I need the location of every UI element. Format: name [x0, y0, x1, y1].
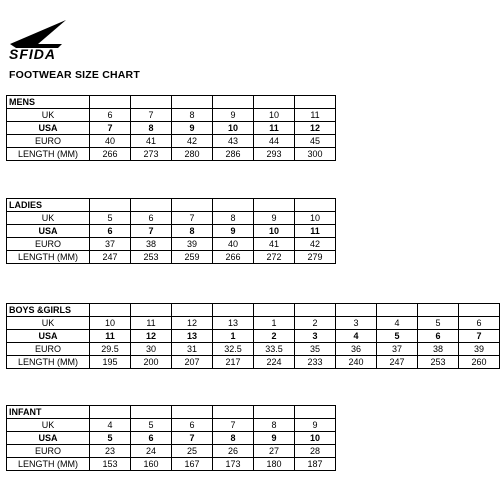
- size-cell: 30: [131, 343, 172, 356]
- header-blank-cell: [172, 304, 213, 317]
- size-cell: 41: [254, 238, 295, 251]
- size-cell: 24: [131, 445, 172, 458]
- size-cell: 217: [213, 356, 254, 369]
- ladies-size-table: [6, 198, 336, 264]
- size-cell: 5: [90, 432, 131, 445]
- size-cell: 45: [295, 135, 336, 148]
- size-cell: 27: [254, 445, 295, 458]
- size-cell: 280: [172, 148, 213, 161]
- header-blank-cell: [336, 304, 377, 317]
- size-cell: 1: [254, 317, 295, 330]
- header-blank-cell: [131, 304, 172, 317]
- size-cell: 8: [213, 432, 254, 445]
- table-row: [7, 122, 336, 135]
- size-cell: 3: [295, 330, 336, 343]
- size-cell: 29.5: [90, 343, 131, 356]
- brand-name: SFIDA: [9, 46, 56, 62]
- size-cell: 2: [254, 330, 295, 343]
- size-cell: 13: [172, 330, 213, 343]
- header-blank-cell: [131, 406, 172, 419]
- table-row: [7, 238, 336, 251]
- size-cell: 187: [295, 458, 336, 471]
- row-label: UK: [7, 419, 90, 432]
- row-label: LENGTH (MM): [7, 148, 90, 161]
- size-cell: 38: [131, 238, 172, 251]
- size-cell: 11: [254, 122, 295, 135]
- table-row: [7, 458, 336, 471]
- header-blank-cell: [172, 199, 213, 212]
- header-blank-cell: [213, 304, 254, 317]
- table-header-row: [7, 304, 500, 317]
- size-cell: 3: [336, 317, 377, 330]
- size-cell: 37: [90, 238, 131, 251]
- row-label: USA: [7, 225, 90, 238]
- row-label: EURO: [7, 238, 90, 251]
- size-cell: 42: [172, 135, 213, 148]
- size-cell: 40: [90, 135, 131, 148]
- table-row: [7, 445, 336, 458]
- size-cell: 240: [336, 356, 377, 369]
- row-label: UK: [7, 317, 90, 330]
- size-cell: 5: [90, 212, 131, 225]
- table-row: [7, 330, 500, 343]
- size-cell: 266: [90, 148, 131, 161]
- size-cell: 28: [295, 445, 336, 458]
- size-cell: 41: [131, 135, 172, 148]
- size-cell: 266: [213, 251, 254, 264]
- size-cell: 167: [172, 458, 213, 471]
- table-row: [7, 432, 336, 445]
- mens-size-table: [6, 95, 336, 161]
- size-cell: 286: [213, 148, 254, 161]
- size-cell: 9: [172, 122, 213, 135]
- header-blank-cell: [172, 406, 213, 419]
- size-cell: 9: [254, 432, 295, 445]
- size-cell: 33.5: [254, 343, 295, 356]
- table-row: [7, 109, 336, 122]
- row-label: UK: [7, 212, 90, 225]
- header-blank-cell: [254, 304, 295, 317]
- table-section-title: LADIES: [7, 199, 90, 212]
- size-cell: 2: [295, 317, 336, 330]
- size-cell: 11: [295, 109, 336, 122]
- header-blank-cell: [213, 96, 254, 109]
- size-cell: 300: [295, 148, 336, 161]
- header-blank-cell: [295, 199, 336, 212]
- size-cell: 7: [213, 419, 254, 432]
- header-blank-cell: [172, 96, 213, 109]
- size-cell: 10: [254, 225, 295, 238]
- size-cell: 9: [254, 212, 295, 225]
- page-title: FOOTWEAR SIZE CHART: [9, 69, 140, 81]
- size-cell: 12: [172, 317, 213, 330]
- table-section-title: INFANT: [7, 406, 90, 419]
- size-cell: 39: [172, 238, 213, 251]
- size-cell: 10: [295, 212, 336, 225]
- row-label: UK: [7, 109, 90, 122]
- size-cell: 247: [377, 356, 418, 369]
- size-cell: 12: [295, 122, 336, 135]
- header-blank-cell: [295, 96, 336, 109]
- size-cell: 9: [213, 225, 254, 238]
- header-blank-cell: [418, 304, 459, 317]
- size-cell: 8: [131, 122, 172, 135]
- size-cell: 10: [254, 109, 295, 122]
- size-cell: 6: [172, 419, 213, 432]
- size-cell: 13: [213, 317, 254, 330]
- size-cell: 37: [377, 343, 418, 356]
- size-cell: 153: [90, 458, 131, 471]
- header-blank-cell: [90, 304, 131, 317]
- table-header-row: [7, 199, 336, 212]
- size-cell: 8: [172, 109, 213, 122]
- table-header-row: [7, 96, 336, 109]
- header-blank-cell: [459, 304, 500, 317]
- size-cell: 10: [213, 122, 254, 135]
- size-cell: 32.5: [213, 343, 254, 356]
- size-cell: 9: [213, 109, 254, 122]
- size-cell: 7: [172, 432, 213, 445]
- header-blank-cell: [254, 96, 295, 109]
- row-label: EURO: [7, 343, 90, 356]
- header-blank-cell: [90, 96, 131, 109]
- header-blank-cell: [295, 304, 336, 317]
- header-blank-cell: [213, 406, 254, 419]
- size-cell: 253: [418, 356, 459, 369]
- size-cell: 10: [90, 317, 131, 330]
- size-cell: 4: [90, 419, 131, 432]
- size-cell: 6: [418, 330, 459, 343]
- size-cell: 6: [131, 432, 172, 445]
- header-blank-cell: [213, 199, 254, 212]
- size-cell: 38: [418, 343, 459, 356]
- size-cell: 260: [459, 356, 500, 369]
- size-cell: 195: [90, 356, 131, 369]
- size-cell: 7: [131, 109, 172, 122]
- size-cell: 44: [254, 135, 295, 148]
- table-row: [7, 251, 336, 264]
- size-cell: 43: [213, 135, 254, 148]
- row-label: LENGTH (MM): [7, 458, 90, 471]
- size-cell: 11: [295, 225, 336, 238]
- size-cell: 8: [213, 212, 254, 225]
- size-cell: 42: [295, 238, 336, 251]
- size-cell: 7: [459, 330, 500, 343]
- table-row: [7, 419, 336, 432]
- header-blank-cell: [295, 406, 336, 419]
- size-cell: 180: [254, 458, 295, 471]
- size-cell: 8: [172, 225, 213, 238]
- size-cell: 6: [459, 317, 500, 330]
- size-cell: 279: [295, 251, 336, 264]
- size-cell: 11: [90, 330, 131, 343]
- size-cell: 7: [172, 212, 213, 225]
- table-row: [7, 356, 500, 369]
- size-cell: 5: [418, 317, 459, 330]
- size-cell: 35: [295, 343, 336, 356]
- header-blank-cell: [131, 96, 172, 109]
- size-cell: 200: [131, 356, 172, 369]
- size-cell: 4: [336, 330, 377, 343]
- size-cell: 233: [295, 356, 336, 369]
- table-section-title: MENS: [7, 96, 90, 109]
- infant-size-table: [6, 405, 336, 471]
- header-blank-cell: [90, 199, 131, 212]
- table-row: [7, 343, 500, 356]
- header-blank-cell: [90, 406, 131, 419]
- size-cell: 31: [172, 343, 213, 356]
- size-cell: 4: [377, 317, 418, 330]
- table-row: [7, 317, 500, 330]
- size-cell: 12: [131, 330, 172, 343]
- size-cell: 272: [254, 251, 295, 264]
- row-label: USA: [7, 330, 90, 343]
- row-label: USA: [7, 432, 90, 445]
- table-section-title: BOYS &GIRLS: [7, 304, 90, 317]
- header-blank-cell: [377, 304, 418, 317]
- row-label: LENGTH (MM): [7, 356, 90, 369]
- table-row: [7, 135, 336, 148]
- header-blank-cell: [254, 199, 295, 212]
- size-cell: 6: [131, 212, 172, 225]
- size-cell: 1: [213, 330, 254, 343]
- size-cell: 7: [131, 225, 172, 238]
- size-cell: 39: [459, 343, 500, 356]
- size-cell: 8: [254, 419, 295, 432]
- size-cell: 160: [131, 458, 172, 471]
- size-cell: 6: [90, 109, 131, 122]
- size-cell: 5: [131, 419, 172, 432]
- size-cell: 293: [254, 148, 295, 161]
- row-label: EURO: [7, 135, 90, 148]
- row-label: LENGTH (MM): [7, 251, 90, 264]
- row-label: EURO: [7, 445, 90, 458]
- size-cell: 26: [213, 445, 254, 458]
- size-cell: 6: [90, 225, 131, 238]
- size-cell: 207: [172, 356, 213, 369]
- row-label: USA: [7, 122, 90, 135]
- size-cell: 25: [172, 445, 213, 458]
- size-cell: 247: [90, 251, 131, 264]
- size-cell: 224: [254, 356, 295, 369]
- size-cell: 40: [213, 238, 254, 251]
- size-cell: 10: [295, 432, 336, 445]
- size-cell: 253: [131, 251, 172, 264]
- size-cell: 259: [172, 251, 213, 264]
- size-cell: 173: [213, 458, 254, 471]
- table-header-row: [7, 406, 336, 419]
- header-blank-cell: [131, 199, 172, 212]
- table-row: [7, 225, 336, 238]
- size-cell: 5: [377, 330, 418, 343]
- size-cell: 11: [131, 317, 172, 330]
- table-row: [7, 212, 336, 225]
- header-blank-cell: [254, 406, 295, 419]
- size-cell: 9: [295, 419, 336, 432]
- size-cell: 273: [131, 148, 172, 161]
- size-cell: 36: [336, 343, 377, 356]
- table-row: [7, 148, 336, 161]
- boys-girls-size-table: [6, 303, 500, 369]
- size-cell: 23: [90, 445, 131, 458]
- size-cell: 7: [90, 122, 131, 135]
